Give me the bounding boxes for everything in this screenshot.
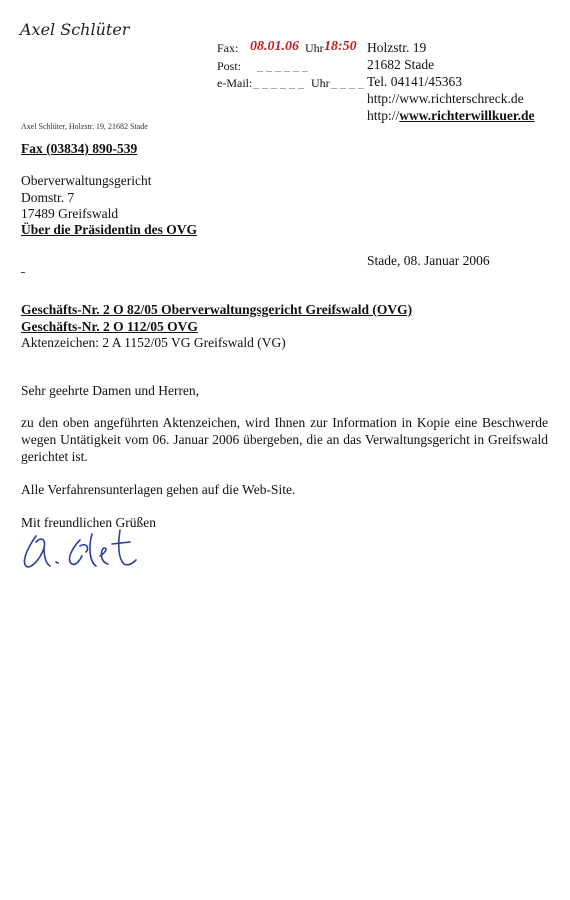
- recipient-line-2: Domstr. 7: [21, 190, 75, 205]
- recipient-fax-number: Fax (03834) 890-539: [21, 141, 138, 156]
- post-label: Post:: [217, 59, 242, 73]
- sender-website-2-prefix: http://: [367, 108, 400, 123]
- fold-mark: [21, 272, 25, 273]
- recipient-line-4: Über die Präsidentin des OVG: [21, 222, 198, 237]
- closing: Mit freundlichen Grüßen: [21, 515, 156, 530]
- fax-label: Fax:: [217, 41, 239, 55]
- return-address: Axel Schlüter, Holzstr. 19, 21682 Stade: [21, 122, 148, 131]
- body-paragraph-1: zu den oben angeführten Aktenzeichen, wird Ihnen zur Information in Kopie eine Beschwerde wegen Untätigkeit vom 06. Januar 2006 übergeben, die an das Verwaltungsgericht in Greifswald gerichtet ist.: [21, 415, 548, 464]
- sender-city: 21682 Stade: [367, 57, 435, 72]
- recipient-line-1: Oberverwaltungsgericht: [21, 173, 152, 188]
- sender-website-2[interactable]: [367, 108, 535, 124]
- post-value: _ _ _ _ _ _: [257, 59, 308, 73]
- reference-line-2: Geschäfts-Nr. 2 O 112/05 OVG: [21, 319, 198, 334]
- recipient-line-3: 17489 Greifswald: [21, 206, 119, 221]
- email-uhr-label: Uhr: [311, 76, 330, 90]
- sender-website-2-link[interactable]: www.richterwillkuer.de: [399, 108, 535, 123]
- email-uhr-value: _ _ _ _: [331, 76, 364, 90]
- salutation: Sehr geehrte Damen und Herren,: [21, 383, 200, 398]
- fax-time: 18:50: [324, 39, 357, 54]
- email-label: e-Mail:: [217, 76, 253, 90]
- letter-date: Stade, 08. Januar 2006: [367, 253, 490, 268]
- sender-street: Holzstr. 19: [367, 40, 427, 55]
- sender-website-1[interactable]: http://www.richterschreck.de: [367, 91, 524, 106]
- handwritten-signature: [14, 526, 164, 574]
- email-value: _ _ _ _ _ _: [253, 76, 304, 90]
- sender-phone: Tel. 04141/45363: [367, 74, 463, 89]
- body-paragraph-2: Alle Verfahrensunterlagen gehen auf die Web-Site.: [21, 482, 296, 497]
- fax-date: 08.01.06: [250, 39, 299, 54]
- reference-line-3: Aktenzeichen: 2 A 1152/05 VG Greifswald (VG): [21, 335, 286, 350]
- reference-line-1: Geschäfts-Nr. 2 O 82/05 Oberverwaltungsgericht Greifswald (OVG): [21, 302, 413, 317]
- fax-uhr-label: Uhr: [305, 41, 324, 55]
- letterhead-name: Axel Schlüter: [20, 20, 130, 39]
